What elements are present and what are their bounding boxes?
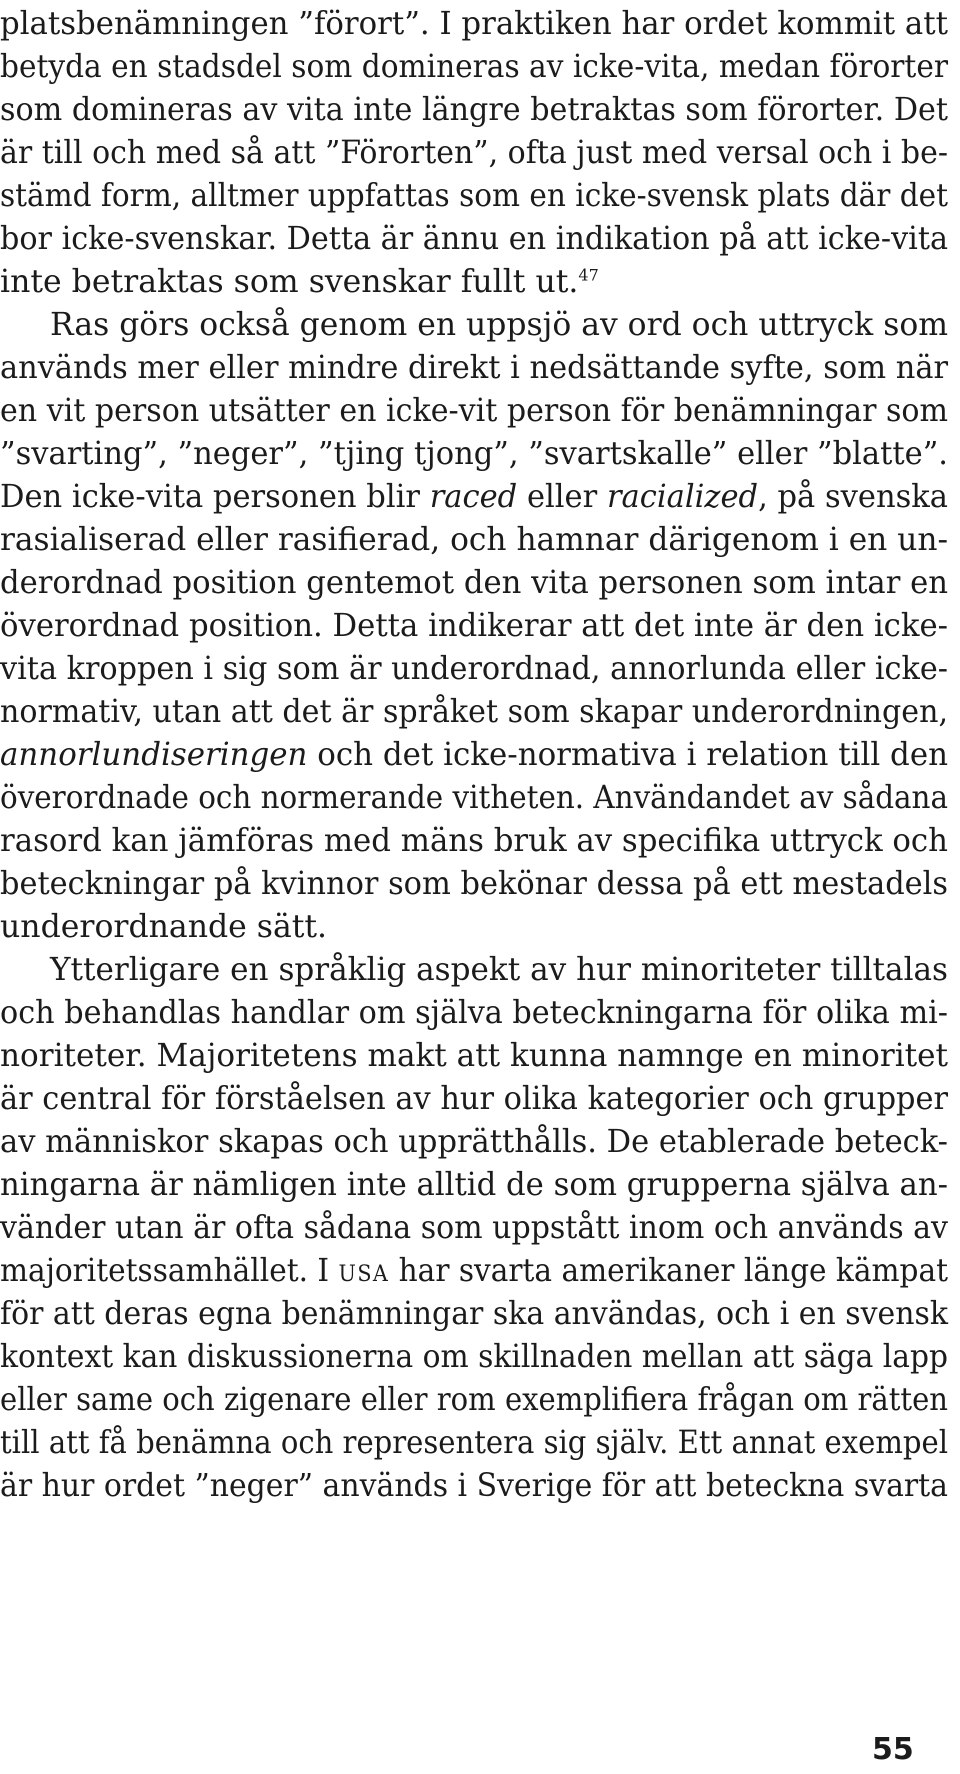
text-line: är hur ordet ”neger” används i Sverige för att beteckna svarta	[0, 1468, 948, 1504]
text-line: normativ, utan att det är språket som skapar underordningen,	[0, 694, 948, 730]
paragraph-start: Ytterligare en språklig aspekt av hur minoriteter tilltalas	[50, 952, 948, 988]
text-line: majoritetssamhället. I USA har svarta amerikaner länge kämpat	[0, 1253, 949, 1289]
text-line: ”svarting”, ”neger”, ”tjing tjong”, ”svartskalle” eller ”blatte”.	[0, 436, 948, 472]
footnote-ref: 47	[578, 265, 599, 285]
text-line: rasord kan jämföras med mäns bruk av specifika uttryck och	[0, 823, 948, 859]
text-line: till att få benämna och representera sig själv. Ett annat exempel	[0, 1425, 948, 1461]
text-line: vita kroppen i sig som är underordnad, annorlunda eller icke-	[0, 651, 948, 687]
text-line: beteckningar på kvinnor som bekönar dessa på ett mestadels	[0, 866, 948, 902]
text-line: betyda en stadsdel som domineras av icke-vita, medan förorter	[0, 49, 948, 85]
text-line: Den icke-vita personen blir raced eller racialized, på svenska	[0, 479, 948, 515]
text-line: kontext kan diskussionerna om skillnaden mellan att säga lapp	[0, 1339, 948, 1375]
text-line: rasialiserad eller rasifierad, och hamnar därigenom i en un-	[0, 522, 948, 558]
text-line: och behandlas handlar om själva beteckningarna för olika mi-	[0, 995, 948, 1031]
text-line: inte betraktas som svenskar fullt ut.$^{47}$	[0, 264, 599, 300]
text-line: noriteter. Majoritetens makt att kunna namnge en minoritet	[0, 1038, 948, 1074]
text-line: för att deras egna benämningar ska användas, och i en svensk	[0, 1296, 948, 1332]
text-line: som domineras av vita inte längre betraktas som förorter. Det	[0, 92, 948, 128]
text-line: derordnad position gentemot den vita personen som intar en	[0, 565, 948, 601]
text-line: av människor skapas och upprätthålls. De etablerade beteck-	[0, 1124, 948, 1160]
text-line: är central för förståelsen av hur olika kategorier och grupper	[0, 1081, 948, 1117]
small-caps-abbreviation: USA	[338, 1262, 390, 1287]
text-line: överordnade och normerande vitheten. Användandet av sådana	[0, 780, 948, 816]
italic-term: annorlundiseringen	[0, 737, 308, 773]
text-line: annorlundiseringen och det icke-normativa i relation till den	[0, 737, 948, 773]
text-line: underordnande sätt.	[0, 909, 328, 945]
text-line: en vit person utsätter en icke-vit person för benämningar som	[0, 393, 948, 429]
text-line: är till och med så att ”Förorten”, ofta just med versal och i be-	[0, 135, 948, 171]
text-line: ningarna är nämligen inte alltid de som grupperna själva an-	[0, 1167, 948, 1203]
text-line: stämd form, alltmer uppfattas som en icke-svensk plats där det	[0, 178, 948, 214]
italic-term: raced	[429, 479, 518, 515]
text-line: platsbenämningen ”förort”. I praktiken har ordet kommit att	[0, 6, 948, 42]
page-number: 55	[872, 1732, 914, 1767]
text-line: överordnad position. Detta indikerar att det inte är den icke-	[0, 608, 948, 644]
text-line: vänder utan är ofta sådana som uppstått inom och används av	[0, 1210, 948, 1246]
italic-term: racialized	[606, 479, 759, 515]
paragraph-start: Ras görs också genom en uppsjö av ord och uttryck som	[50, 307, 948, 343]
text-line: används mer eller mindre direkt i nedsättande syfte, som när	[0, 350, 948, 386]
text-line: bor icke-svenskar. Detta är ännu en indikation på att icke-vita	[0, 221, 948, 257]
text-line: eller same och zigenare eller rom exemplifiera frågan om rätten	[0, 1382, 948, 1418]
